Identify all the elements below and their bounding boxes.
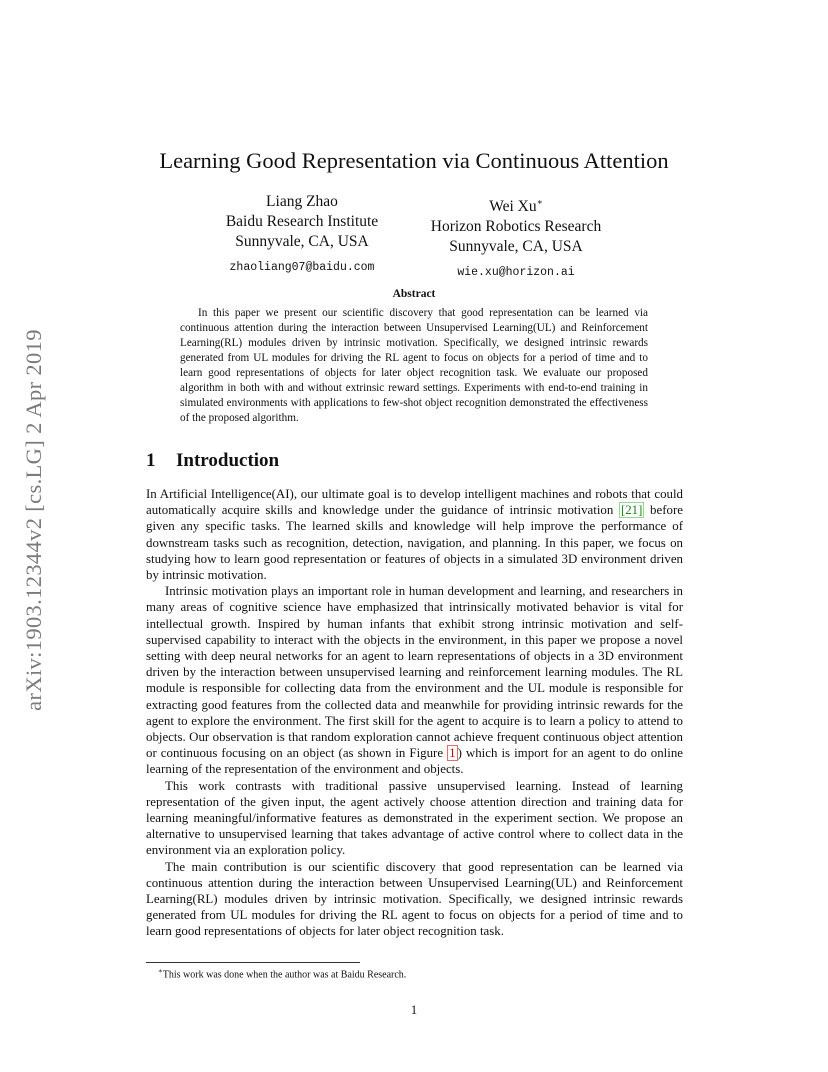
- footnote-divider: [146, 962, 360, 963]
- section-title: Introduction: [176, 450, 280, 471]
- author-block-1: [208, 192, 396, 278]
- footnote-text: This work was done when the author was at Baidu Research.: [162, 969, 407, 981]
- footnote: [158, 965, 406, 981]
- abstract-heading: Abstract: [392, 288, 436, 300]
- section-heading: [146, 450, 279, 472]
- paper-title: Learning Good Representation via Continuous Attention: [159, 148, 669, 173]
- author-name-text: Wei Xu: [489, 198, 537, 216]
- author-name: [418, 192, 614, 217]
- arxiv-sidebar: [12, 290, 56, 750]
- paragraph-text: In Artificial Intelligence(AI), our ultimate goal is to develop intelligent machines and robots that could automatically acquire skills and knowledge under the guidance of intrinsic motivation: [146, 487, 683, 518]
- paragraph: [146, 583, 683, 777]
- footnote-marker: ∗: [536, 197, 543, 207]
- arxiv-identifier: arXiv:1903.12344v2 [cs.LG] 2 Apr 2019: [21, 329, 46, 711]
- paragraph-text: ) which is import for an agent to do online learning of the representation of the environment and objects.: [146, 746, 683, 777]
- citation-link[interactable]: [21]: [620, 503, 643, 518]
- paragraph: [146, 486, 683, 583]
- page-number: 1: [410, 1003, 418, 1017]
- author-location: Sunnyvale, CA, USA: [449, 238, 583, 256]
- abstract-text: In this paper we present our scientific discovery that good representation can be learned via continuous attention during the interaction between Unsupervised Learning(UL) and Reinforcement Learning(RL) modules driven by intrinsic motivation. Specifically, we designed intrinsic rewards generated from UL modules for driving the RL agent to focus on objects for a period of time and to learn good representations of objects for later object recognition task. We evaluate our proposed algorithm in both with and without extrinsic reward settings. Experiments with end-to-end training in simulated environments with applications to few-shot object recognition demonstrated the effectiveness of the proposed algorithm.: [180, 307, 648, 424]
- author-location: Sunnyvale, CA, USA: [235, 233, 369, 250]
- author-email: zhaoliang07@baidu.com: [229, 261, 375, 274]
- author-name: Liang Zhao: [266, 193, 338, 210]
- author-affiliation: Horizon Robotics Research: [430, 218, 602, 236]
- section-number: 1: [146, 450, 156, 471]
- author-affiliation: Baidu Research Institute: [225, 213, 379, 230]
- figure-link[interactable]: 1: [449, 746, 456, 761]
- footnote-marker: ∗: [158, 967, 163, 975]
- paragraph: This work contrasts with traditional passive unsupervised learning. Instead of learning representation of the given input, the agent actively choose attention direction and training data for learning meaningful/informative features as demonstrated in the experiment section. We propose an alternative to unsupervised learning that takes advantage of active control where to collect data in the environment via an exploration policy.: [146, 778, 683, 858]
- author-block-2: [418, 192, 614, 283]
- author-email: wie.xu@horizon.ai: [457, 266, 575, 280]
- paragraph-text: Intrinsic motivation plays an important role in human development and learning, and researchers in many areas of cognitive science have emphasized that intrinsically motivated behavior is vital for intellectual growth. Inspired by human infants that exhibit strong intrinsic motivation and self-supervised capability to interact with the objects in the environment, in this paper we propose a novel setting with deep neural networks for an agent to learn representations of objects in a 3D environment driven by the interaction between unsupervised learning and reinforcement learning modules. The RL module is responsible for collecting data from the environment and the UL module is responsible for extracting good features from the collected data and meanwhile for providing intrinsic rewards for the agent to explore the environment. The first skill for the agent to acquire is to learn a policy to attend to objects. Our observation is that random exploration cannot achieve frequent continuous object attention or continuous focusing on an object (as shown in Figure: [146, 584, 683, 761]
- body-text: [146, 486, 683, 940]
- paragraph: The main contribution is our scientific discovery that good representation can be learned via continuous attention during the interaction between Unsupervised Learning(UL) and Reinforcement Learning(RL) modules driven by intrinsic motivation. Specifically, we designed intrinsic rewards generated from UL modules for driving the RL agent to focus on objects for a period of time and to learn good representations of objects for later object recognition task.: [146, 859, 683, 939]
- paragraph-text: before given any specific tasks. The learned skills and knowledge will help improve the performance of downstream tasks such as recognition, detection, navigation, and planning. In this paper, we focus on studying how to learn good representation or features of objects in a simulated 3D environment driven by intrinsic motivation.: [146, 503, 683, 583]
